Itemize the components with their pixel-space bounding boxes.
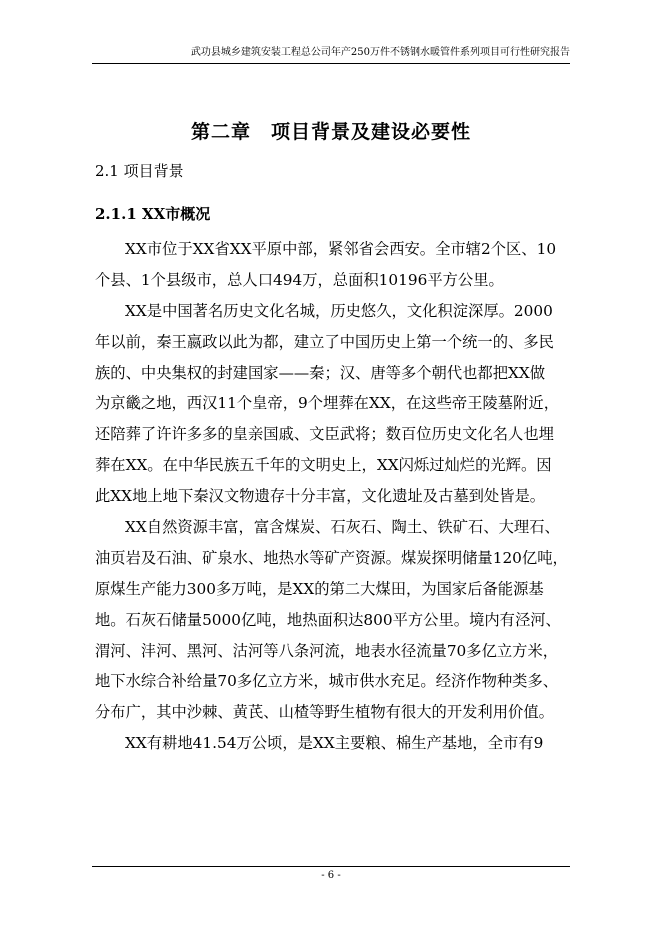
footer-divider (92, 866, 570, 867)
body-line: 地。石灰石储量5000亿吨，地热面积达800平方公里。境内有泾河、 (95, 610, 561, 629)
section-heading: 2.1 项目背景 (95, 162, 184, 180)
body-line: XX自然资源丰富，富含煤炭、石灰石、陶土、铁矿石、大理石、 (125, 518, 560, 537)
running-header: 武功县城乡建筑安装工程总公司年产250万件不锈钢水暖管件系列项目可行性研究报告 (92, 46, 570, 64)
body-line: 族的、中央集权的封建国家——秦；汉、唐等多个朝代也都把XX做 (95, 363, 546, 382)
body-line: 还陪葬了许许多多的皇亲国戚、文臣武将；数百位历史文化名人也埋 (95, 425, 554, 444)
body-line: 油页岩及石油、矿泉水、地热水等矿产资源。煤炭探明储量120亿吨， (95, 548, 568, 567)
body-line: 此XX地上地下秦汉文物遗存十分丰富，文化遗址及古墓到处皆是。 (95, 487, 546, 506)
body-line: 原煤生产能力300多万吨，是XX的第二大煤田，为国家后备能源基 (95, 579, 544, 598)
body-line: XX有耕地41.54万公顷，是XX主要粮、棉生产基地，全市有9 (125, 734, 544, 753)
body-line: XX市位于XX省XX平原中部，紧邻省会西安。全市辖2个区、10 (125, 240, 557, 258)
body-line: 分布广，其中沙棘、黄芪、山楂等野生植物有很大的开发利用价值。 (95, 703, 554, 722)
body-text (95, 234, 568, 759)
body-line: 个县、1个县级市，总人口494万，总面积10196平方公里。 (95, 270, 504, 289)
body-line: XX是中国著名历史文化名城，历史悠久，文化积淀深厚。2000 (125, 301, 553, 320)
body-line: 年以前，秦王嬴政以此为都，建立了中国历史上第一个统一的、多民 (95, 332, 554, 351)
page-number: - 6 - (321, 870, 341, 881)
body-line: 地下水综合补给量70多亿立方米，城市供水充足。经济作物种类多、 (95, 672, 559, 691)
body-line: 渭河、沣河、黑河、沽河等八条河流，地表水径流量70多亿立方米， (95, 641, 559, 660)
body-line: 为京畿之地，西汉11个皇帝，9个埋葬在XX，在这些帝王陵墓附近， (95, 394, 559, 413)
subsection-heading: 2.1.1 XX市概况 (95, 205, 211, 223)
body-line: 葬在XX。在中华民族五千年的文明史上，XX闪烁过灿烂的光辉。因 (95, 456, 552, 475)
chapter-title: 第二章 项目背景及建设必要性 (190, 121, 471, 143)
